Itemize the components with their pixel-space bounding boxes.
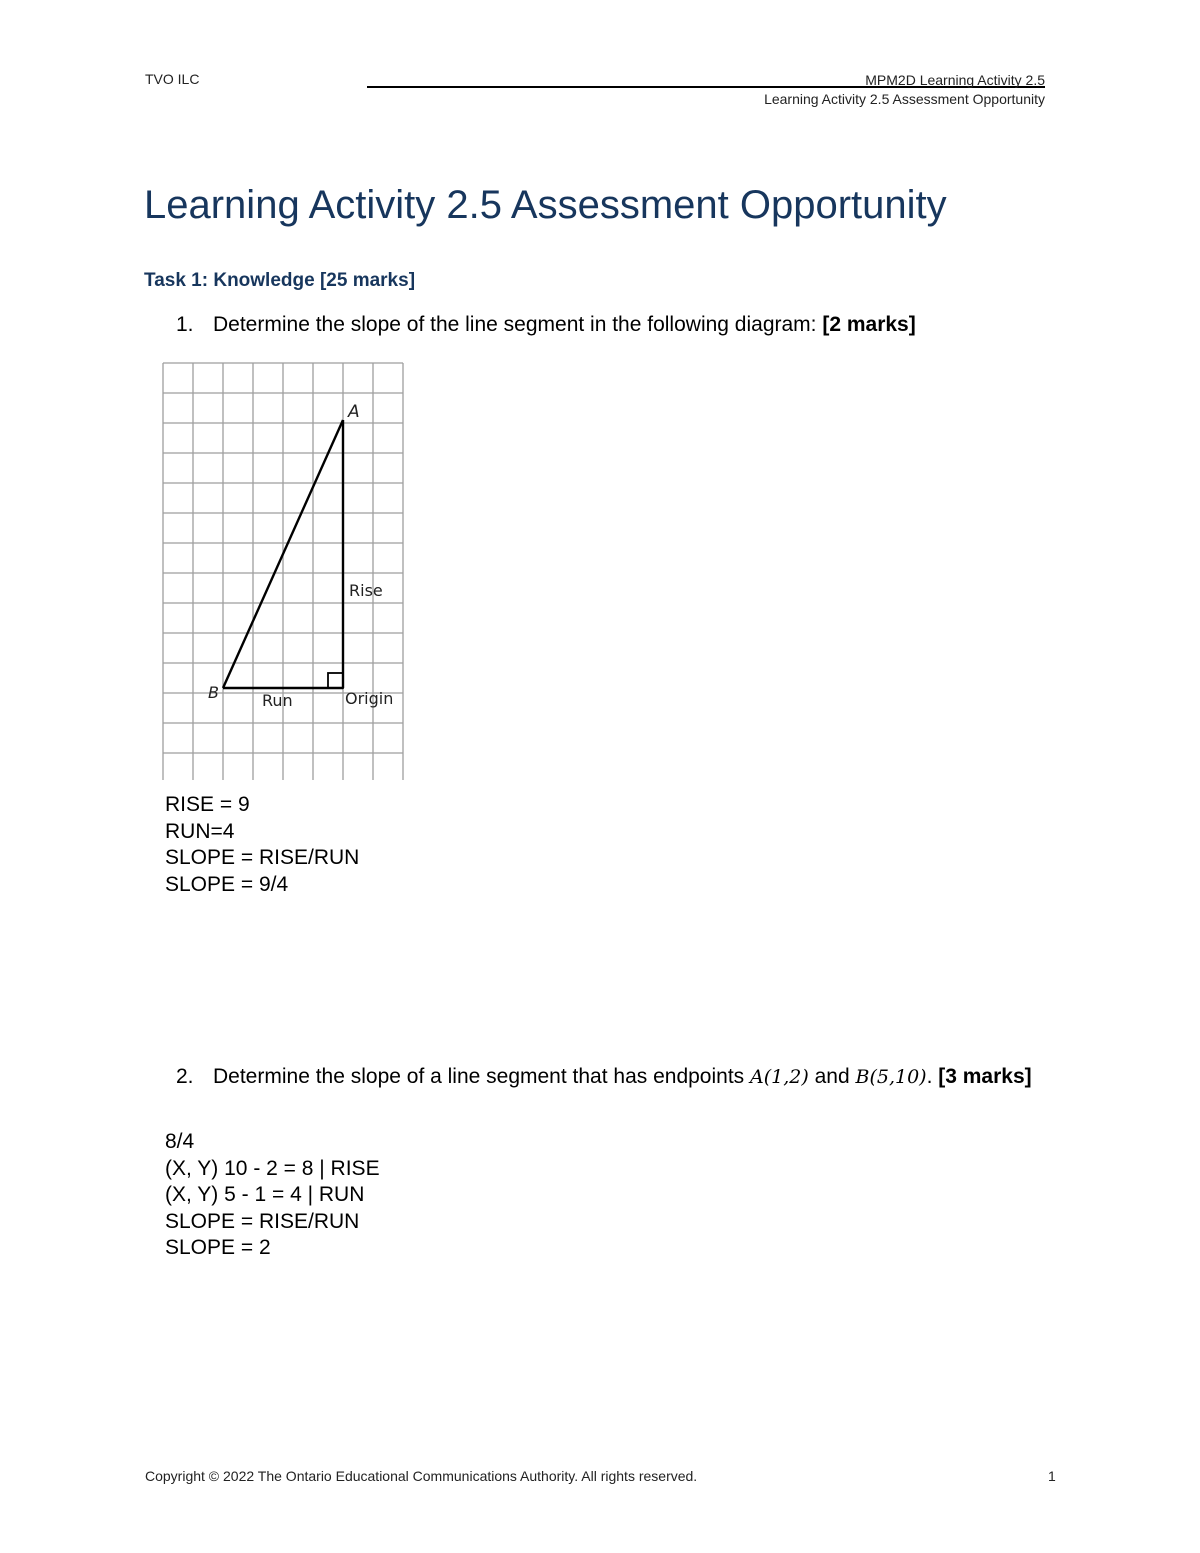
answer-2-line: SLOPE = 2: [165, 1236, 271, 1259]
header-activity: Learning Activity 2.5 Assessment Opportunity: [764, 91, 1045, 107]
question-2-number: 2.: [176, 1065, 194, 1088]
right-angle-marker: [328, 673, 343, 688]
answer-1: [165, 792, 359, 898]
label-b: B: [208, 683, 219, 702]
question-2-body: [213, 1063, 1053, 1091]
question-1-marks: [2 marks]: [822, 313, 916, 336]
question-2-and: and: [808, 1065, 856, 1088]
header-left: TVO ILC: [145, 71, 200, 87]
answer-1-line: SLOPE = RISE/RUN: [165, 846, 360, 869]
header-course: MPM2D Learning Activity 2.5: [865, 72, 1045, 88]
answer-1-line: SLOPE = 9/4: [165, 872, 289, 896]
question-1-number: 1.: [176, 313, 194, 336]
task-1-heading: Task 1: Knowledge [25 marks]: [144, 270, 416, 291]
answer-2-line: (X, Y) 10 - 2 = 8 | RISE: [165, 1156, 380, 1180]
copyright-footer: Copyright © 2022 The Ontario Educational Communications Authority. All rights reserved.: [145, 1468, 698, 1484]
label-run: Run: [262, 691, 293, 710]
header-right: [764, 71, 1045, 109]
answer-2: [165, 1129, 380, 1262]
label-a: A: [348, 402, 360, 422]
question-2-period: .: [926, 1065, 939, 1088]
answer-2-line: (X, Y) 5 - 1 = 4 | RUN: [165, 1183, 365, 1206]
grid-lines: [163, 363, 403, 780]
answer-2-line: 8/4: [165, 1130, 195, 1153]
page-title: Learning Activity 2.5 Assessment Opportunity: [144, 183, 947, 227]
question-2-text: Determine the slope of a line segment that has endpoints: [213, 1065, 750, 1088]
point-a-math: A(1,2): [750, 1066, 809, 1088]
question-2-marks: [3 marks]: [938, 1065, 1032, 1088]
answer-1-line: RISE = 9: [165, 793, 250, 816]
label-rise: Rise: [349, 581, 383, 600]
answer-2-line: SLOPE = RISE/RUN: [165, 1209, 360, 1233]
slope-diagram: [160, 360, 410, 780]
label-origin: Origin: [345, 689, 394, 708]
point-b-math: B(5,10): [855, 1066, 927, 1088]
answer-1-line: RUN=4: [165, 819, 235, 843]
page-number: 1: [1048, 1468, 1056, 1484]
question-1-body: [213, 311, 1053, 339]
question-1-text: Determine the slope of the line segment in the following diagram:: [213, 313, 823, 336]
